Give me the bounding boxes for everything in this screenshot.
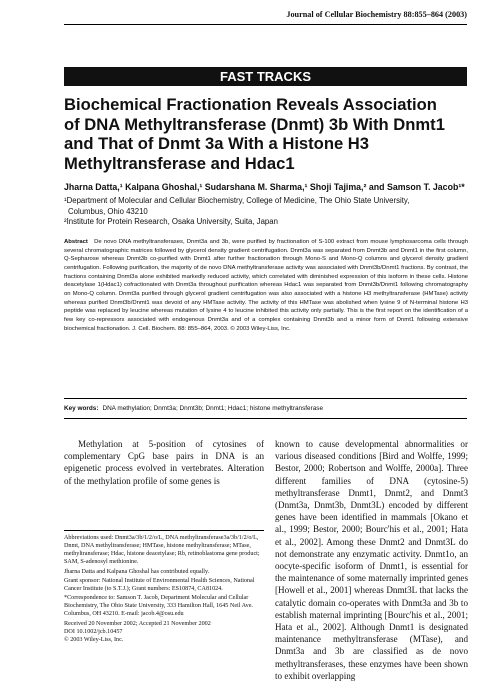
title-line: Biochemical Fractionation Reveals Association [64, 95, 437, 114]
keywords-text: DNA methylation; Dnmt3a; Dnmt3b; Dnmt1; Hdac1; histone methyltransferase [102, 405, 324, 412]
footnote-copyright: © 2003 Wiley-Liss, Inc. [64, 636, 124, 643]
footnote-abbreviations: Abbreviations used: Dnmt3a/3b/1/2/o/L, DNA methyltransferase3a/3b/1/2/o/L, Dnmt, DNA methyltransferase; HMTase, histone methyltransferase; MTase, methyltransferase; Hdac, histone deacetylase; Rb, retinoblastoma gene product; SAM, S-adenosyl methionine. [64, 535, 260, 566]
abstract-label: Abstract [64, 239, 88, 245]
footnotes [64, 534, 264, 644]
affiliation-line: ¹Department of Molecular and Cellular Biochemistry, College of Medicine, The Ohio State University, [64, 196, 410, 205]
footnote-grant: Grant sponsor: National Institute of Environmental Health Sciences, National Cancer Institute (to S.T.J.); Grant numbers: ES10874, CA81024. [64, 577, 255, 592]
footnote-received: Received 20 November 2002; Accepted 21 November 2002 [64, 620, 211, 627]
body-column-left [64, 438, 264, 487]
article-title [64, 95, 464, 173]
footnote-doi: DOI 10.1002/jcb.10457 [64, 628, 123, 635]
abstract-text: De novo DNA methyltransferases, Dnmt3a and 3b, were purified by fractionation of S-100 extract from mouse lymphosarcoma cells through several chromatographic matrices followed by glycerol density gradient centrifugation. Dnmt3a was separated from Dnmt3b and Dnmt1 in the first column, Q-Sepharose whereas Dnmt3b co-purified with Dnmt1 after further fractionation through Mono-S and Mono-Q columns and glycerol density gradient centrifugation. Following purification, the majority of de novo DNA methyltransferase activity was associated with Dnmt3b/Dnmt1 fractions. By contrast, the fractions containing Dnmt3a alone exhibited markedly reduced activity, which correlated with diminished expression of this isoform in these cells. Histone deacetylase 1(Hdac1) cofractionated with Dnmt3a throughout purification whereas Hdac1 was separated from Dnmt3b/Dnmt1 following chromatography on Mono-Q column. Dnmt3a purified through glycerol gradient centrifugation was also associated with a histone H3 methyltransferase (HMTase) activity whereas purified Dnmt3b/Dnmt1 was devoid of any HMTase activity. The activity of this HMTase was abolished when lysine 9 of N-terminal histone H3 peptide was replaced by leucine whereas mutation of lysine 4 to leucine inhibited this activity only partially. This is the first report on the identification of a few key co-repressors associated with endogenous Dnmt3a and of a complex containing Dnmt3b and a minor form of Dnmt1 following extensive biochemical fractionation. J. Cell. Biochem. 88: 855–864, 2003. © 2003 Wiley-Liss, Inc. [64, 239, 468, 332]
journal-header: Journal of Cellular Biochemistry 88:855–864 (2003) [286, 10, 467, 19]
body-paragraph: known to cause developmental abnormalities or various diseased conditions [Bird and Wolffe, 1999; Bestor, 2000; Robertson and Wolffe, 2000a]. Three different families of DNA (cytosine-5) methyltransferase Dnmt1, Dnmt2, and Dnmt3 (Dnmt3a, Dnmt3b, Dnmt3L) encoded by different genes have been identified in mammals [Okano et al., 1999; Bestor, 2000; Bourc'his et al., 2001; Hata et al., 2002]. Among these Dnmt2 and Dnmt3L do not demonstrate any enzymatic activity. Dnmt1o, an oocyte-specific isoform of Dnmt1, is essential for the maintenance of some maternally imprinted genes [Howell et al., 2001] whereas Dnmt3L that lacks the catalytic domain co-operates with Dnmt3a and 3b to establish maternal imprinting [Bourc'his et al., 2001; Hata et al., 2002]. Although Dnmt1 is designated maintenance methyltransferase (MTase), and Dnmt3a and 3b are classified as de novo methyltransferases, these enzymes have been shown to exhibit overlapping [275, 439, 468, 681]
abstract [64, 238, 468, 333]
title-line: Methyltransferase and Hdac1 [64, 153, 295, 173]
abstract-rule-top [64, 398, 467, 399]
keywords-rule [64, 418, 467, 419]
author-list: Jharna Datta,¹ Kalpana Ghoshal,¹ Sudarshana M. Sharma,¹ Shoji Tajima,² and Samson T. Jacob¹* [64, 182, 465, 192]
title-line: and That of Dnmt 3a With a Histone H3 [64, 134, 370, 153]
keywords [64, 405, 323, 412]
affiliations [64, 196, 409, 228]
section-banner: FAST TRACKS [64, 67, 467, 86]
body-column-right [275, 438, 468, 682]
affiliation-line: Columbus, Ohio 43210 [68, 206, 148, 216]
footnote-contribution: Jharna Datta and Kalpana Ghoshal has contributed equally. [64, 568, 210, 575]
body-paragraph: Methylation at 5-position of cytosines of complementary CpG base pairs in DNA is an epigenetic process evolved in vertebrates. Alteration of the methylation profile of some genes is [64, 439, 264, 486]
footnote-rule [64, 530, 264, 531]
header-rule [64, 24, 467, 25]
keywords-label: Key words: [64, 405, 99, 412]
affiliation-line: ²Institute for Protein Research, Osaka University, Suita, Japan [64, 217, 278, 226]
title-line: of DNA Methyltransferase (Dnmt) 3b With Dnmt1 [64, 114, 445, 134]
footnote-correspondence: *Correspondence to: Samson T. Jacob, Department Molecular and Cellular Biochemistry, The Ohio State University, 333 Hamilton Hall, 1645 Neil Ave. Columbus, OH 43210. E-mail: jacob.4@osu.edu [64, 595, 253, 618]
